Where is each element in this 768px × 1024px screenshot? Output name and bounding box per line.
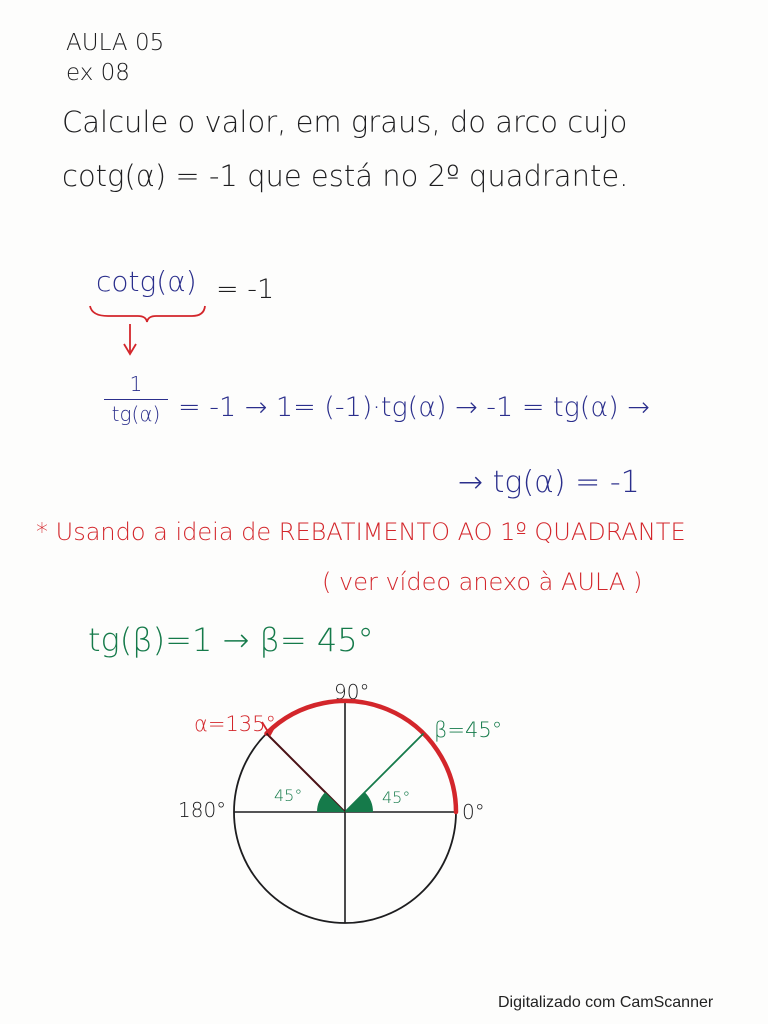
label-90-degrees: 90° xyxy=(334,680,370,704)
exercise-label: ex 08 xyxy=(66,60,130,86)
angle-label-right: 45° xyxy=(382,788,411,807)
video-note: ( ver vídeo anexo à AULA ) xyxy=(322,568,643,596)
derivation-chain: = -1 → 1= (-1)·tg(α) → -1 = tg(α) → xyxy=(178,392,650,423)
angle-label-left: 45° xyxy=(274,786,303,805)
cotg-equals: = -1 xyxy=(216,274,275,305)
cotg-expression: cotg(α) xyxy=(96,265,197,298)
fraction-denominator: tg(α) xyxy=(111,402,161,426)
label-alpha-135: α=135° xyxy=(194,712,277,736)
rebatimento-note: * Usando a ideia de REBATIMENTO AO 1º QUADRANTE xyxy=(36,518,686,546)
beta-equation: tg(β)=1 → β= 45° xyxy=(88,621,374,659)
label-0-degrees: 0° xyxy=(462,800,485,824)
red-brace xyxy=(90,306,205,322)
footer-watermark: Digitalizado com CamScanner xyxy=(498,994,714,1011)
beta-radius xyxy=(345,734,424,813)
label-beta-45: β=45° xyxy=(434,718,503,742)
result-tg-minus-one: → tg(α) = -1 xyxy=(458,465,640,500)
alpha-radius xyxy=(267,734,346,813)
lesson-label: AULA 05 xyxy=(66,30,165,56)
problem-line-2: cotg(α) = -1 que está no 2º quadrante. xyxy=(62,159,629,193)
angle-wedge-left xyxy=(317,792,345,812)
problem-line-1: Calcule o valor, em graus, do arco cujo xyxy=(62,105,628,139)
angle-wedge-right xyxy=(345,792,373,812)
label-180-degrees: 180° xyxy=(178,798,227,822)
fraction-numerator: 1 xyxy=(129,372,143,396)
